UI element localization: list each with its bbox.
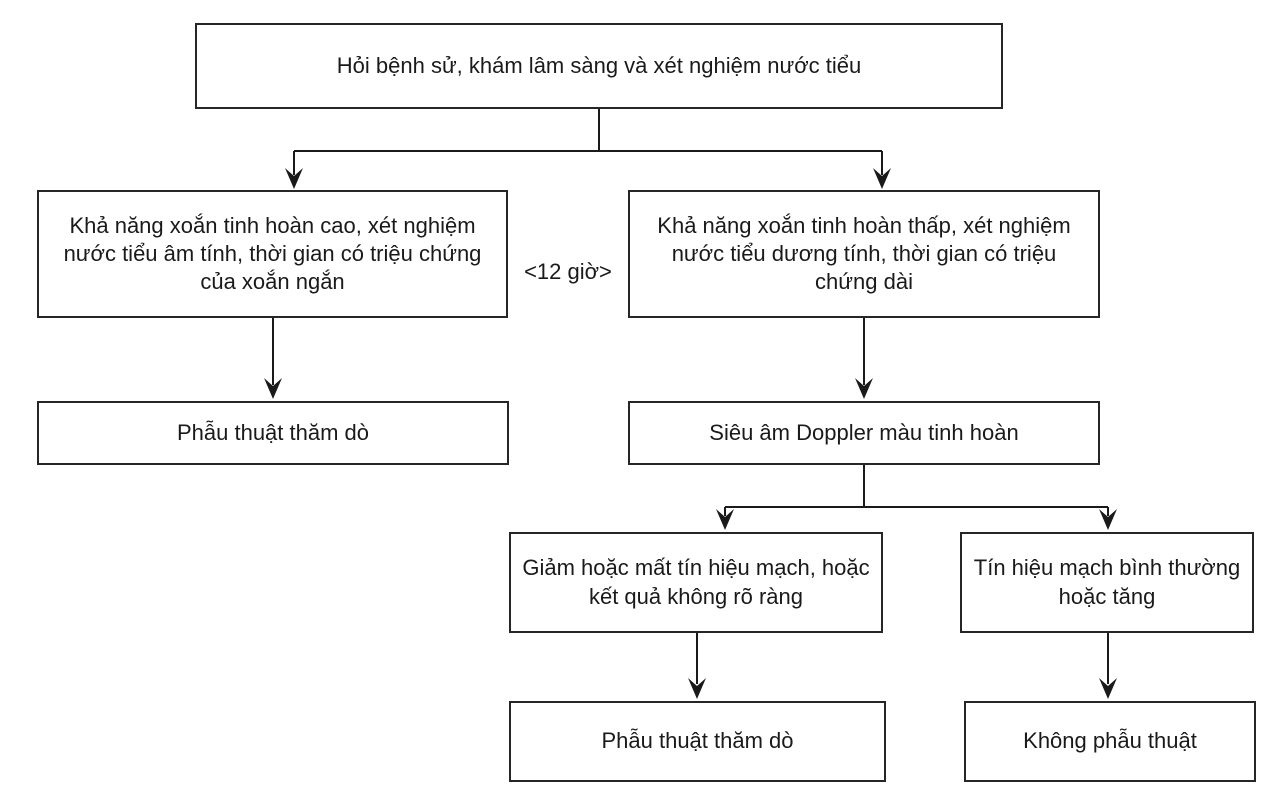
arrowhead-to-surgery-left [264, 378, 282, 399]
node-reduced-absent-signal [509, 532, 883, 633]
node-exploratory-surgery-bottom-label: Phẫu thuật thăm dò [601, 728, 794, 754]
node-exploratory-surgery-left [37, 401, 509, 465]
arrowhead-to-normal-signal [1099, 509, 1117, 530]
arrowhead-to-surgery-bottom [688, 678, 706, 699]
node-exploratory-surgery-left-label: Phẫu thuật thăm dò [176, 419, 370, 445]
node-history-exam-label: Hỏi bệnh sử, khám lâm sàng và xét nghiệm nước tiểu [336, 52, 862, 78]
node-no-surgery-label: Không phẫu thuật [1023, 728, 1197, 754]
node-low-likelihood [628, 190, 1100, 318]
arrowhead-to-doppler [855, 378, 873, 399]
node-low-likelihood-label: Khả năng xoắn tinh hoàn thấp, xét nghiệm nước tiểu dương tính, thời gian có triệu chứng dài [657, 212, 1071, 295]
node-high-likelihood-label: Khả năng xoắn tinh hoàn cao, xét nghiệm nước tiểu âm tính, thời gian có triệu chứng của xoắn ngắn [63, 212, 482, 295]
node-reduced-absent-signal-label: Giảm hoặc mất tín hiệu mạch, hoặc kết quả không rõ ràng [522, 555, 870, 609]
node-doppler-ultrasound-label: Siêu âm Doppler màu tinh hoàn [709, 419, 1019, 445]
node-doppler-ultrasound [628, 401, 1100, 465]
threshold-label: <12 giờ> [524, 259, 612, 284]
node-normal-increased-signal [960, 532, 1254, 633]
node-exploratory-surgery-bottom [509, 701, 886, 782]
node-high-likelihood [37, 190, 508, 318]
arrowhead-to-no-surgery [1099, 678, 1117, 699]
arrowhead-to-reduced-signal [716, 509, 734, 530]
node-no-surgery [964, 701, 1256, 782]
arrowhead-to-low [873, 168, 891, 189]
node-normal-increased-signal-label: Tín hiệu mạch bình thường hoặc tăng [973, 555, 1241, 609]
node-history-exam [195, 23, 1003, 109]
arrowhead-to-high [285, 168, 303, 189]
